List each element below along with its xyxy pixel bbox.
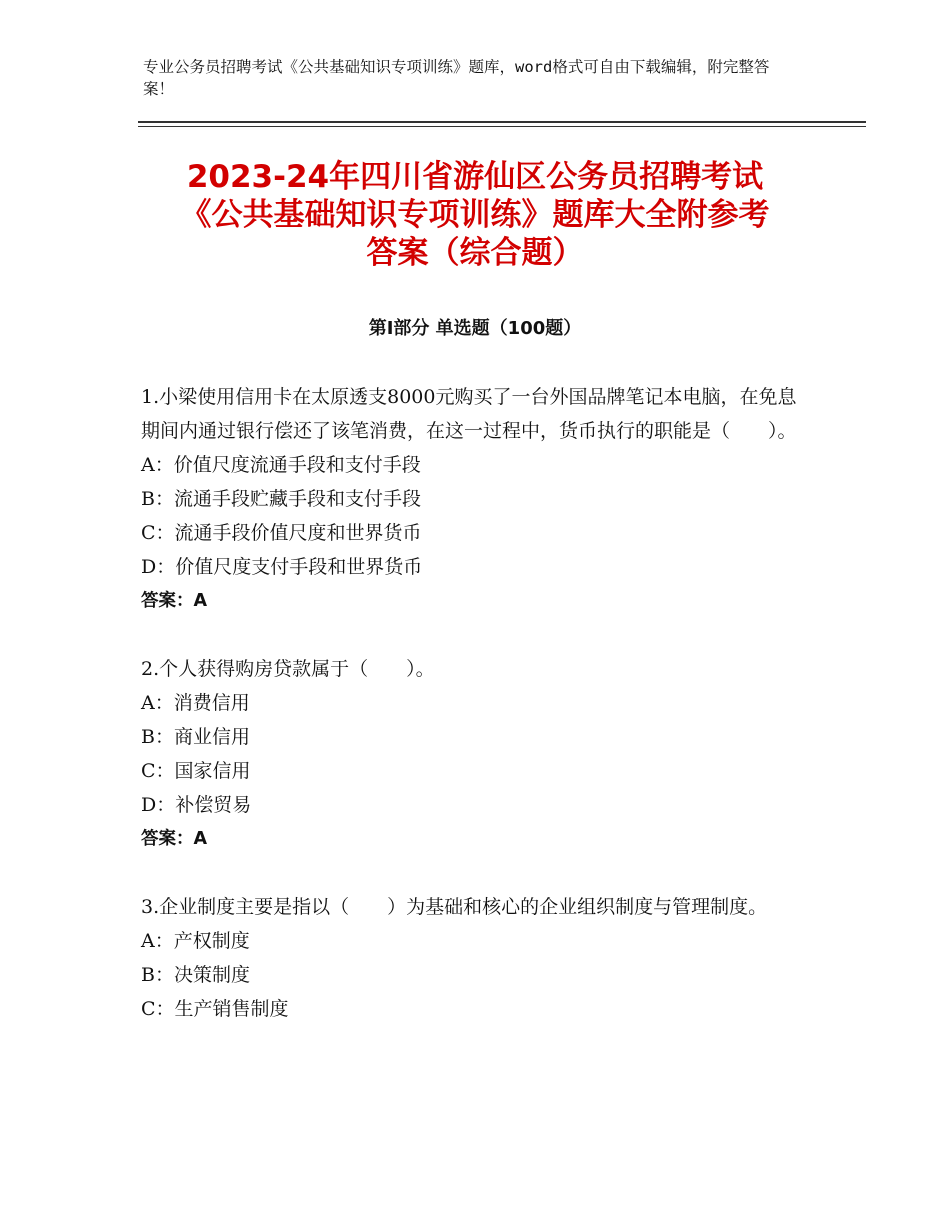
option-c: C：流通手段价值尺度和世界货币 (141, 522, 422, 544)
question-2 (141, 652, 801, 856)
option-c: C：国家信用 (141, 760, 251, 782)
option-b: B：商业信用 (141, 726, 250, 748)
option-d: D：补偿贸易 (141, 794, 252, 816)
section-heading: 第I部分 单选题（100题） (368, 318, 582, 339)
question-3 (141, 890, 801, 1026)
title-line: 《公共基础知识专项训练》题库大全附参考 (180, 197, 770, 233)
option-b: B：决策制度 (141, 964, 250, 986)
title-line: 答案（综合题） (366, 235, 584, 271)
question-list (141, 380, 801, 1060)
option-a: A：消费信用 (141, 692, 250, 714)
option-a: A：价值尺度流通手段和支付手段 (141, 454, 421, 476)
header-rule-thin (138, 126, 866, 127)
header-rule (138, 121, 866, 123)
answer: 答案：A (141, 829, 208, 849)
option-a: A：产权制度 (141, 930, 250, 952)
question-1 (141, 380, 801, 618)
option-d: D：价值尺度支付手段和世界货币 (141, 556, 423, 578)
option-b: B：流通手段贮藏手段和支付手段 (141, 488, 421, 510)
question-stem: 3.企业制度主要是指以（ ）为基础和核心的企业组织制度与管理制度。 (141, 896, 768, 918)
title-line: 2023-24年四川省游仙区公务员招聘考试 (186, 159, 764, 195)
answer: 答案：A (141, 591, 208, 611)
option-c: C：生产销售制度 (141, 998, 289, 1020)
question-stem: 1.小梁使用信用卡在太原透支8000元购买了一台外国品牌笔记本电脑，在免息期间内通过银行偿还了该笔消费，在这一过程中，货币执行的职能是（ ）。 (141, 386, 797, 442)
document-title (110, 158, 840, 272)
question-stem: 2.个人获得购房贷款属于（ ）。 (141, 658, 435, 680)
header-note: 专业公务员招聘考试《公共基础知识专项训练》题库，word格式可自由下载编辑，附完整答案！ (143, 58, 770, 98)
